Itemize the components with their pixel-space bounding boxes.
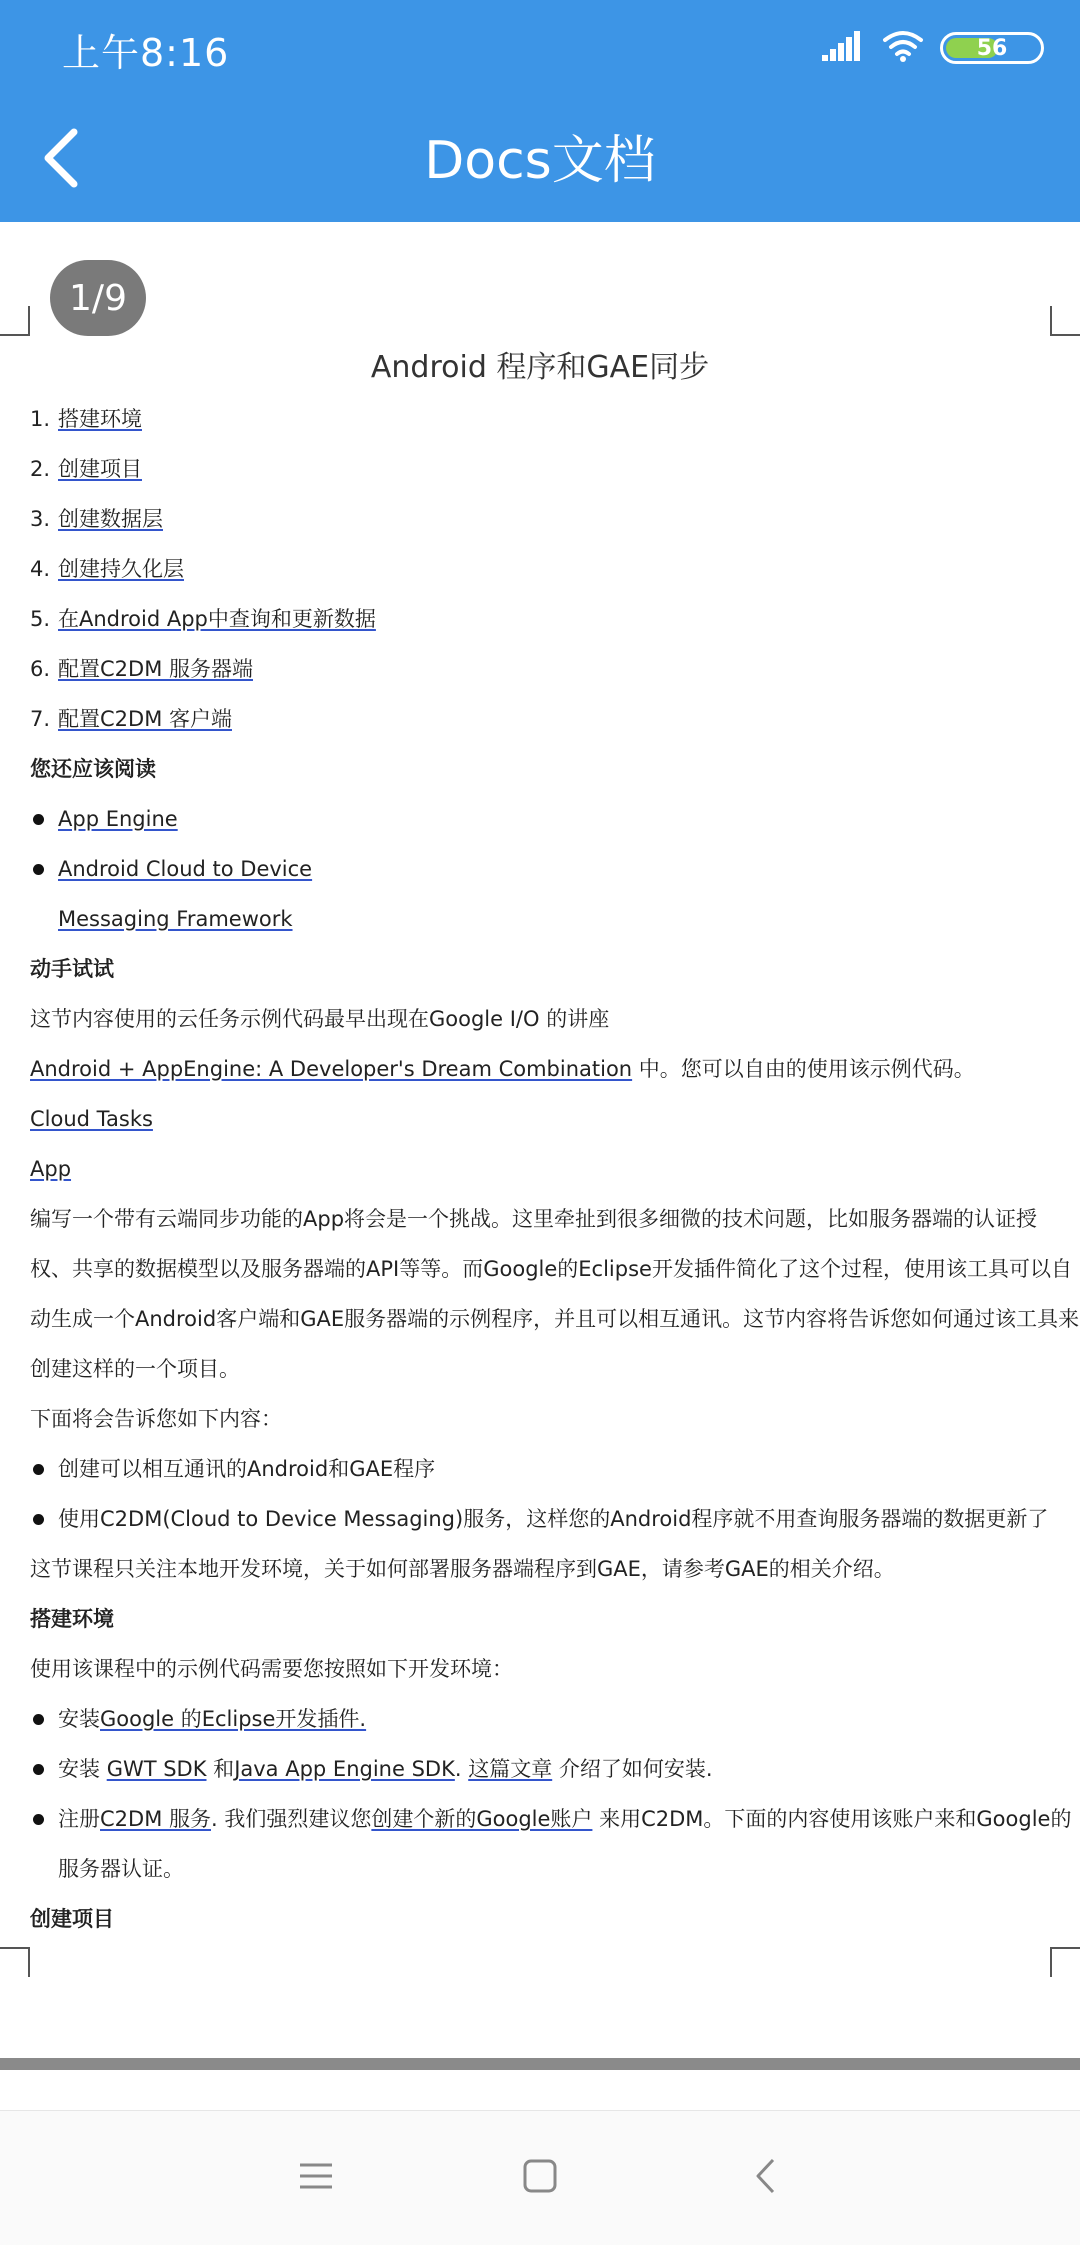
toc-number: 5.	[30, 607, 51, 631]
gwt-sdk-link[interactable]: GWT SDK	[106, 1757, 207, 1781]
page-indicator: 1/9	[50, 260, 146, 336]
back-triangle-icon	[753, 2157, 779, 2195]
page-separator	[0, 2058, 1080, 2070]
crop-mark-top-left	[0, 306, 30, 336]
paragraph-line: 编写一个带有云端同步功能的App将会是一个挑战。这里牵扯到很多细微的技术问题，比如服务器端的认证授	[30, 1207, 1038, 1231]
paragraph-line: 创建这样的一个项目。	[30, 1357, 240, 1381]
toc-number: 6.	[30, 657, 51, 681]
list-item-continuation	[30, 894, 1050, 944]
paragraph-line: 动生成一个Android客户端和GAE服务器端的示例程序，并且可以相互通讯。这节内容将告诉您如何通过该工具来	[30, 1307, 1080, 1331]
toc-item	[30, 694, 1050, 744]
intro-next: 下面将会告诉您如下内容：	[30, 1407, 282, 1431]
toc-link-persistence[interactable]: 创建持久化层	[58, 557, 184, 581]
app-title: Docs文档	[424, 131, 656, 191]
app-header	[0, 0, 1080, 222]
toc-link-c2dm-client[interactable]: 配置C2DM 客户端	[58, 707, 232, 731]
c2dm-service-link[interactable]: C2DM 服务	[100, 1807, 211, 1831]
google-account-link[interactable]: 创建个新的Google账户	[371, 1807, 593, 1831]
status-time: 上午8:16	[62, 31, 230, 75]
text: 安装	[58, 1707, 100, 1731]
list-item	[30, 844, 1050, 894]
list-item	[30, 1494, 1050, 1544]
menu-icon	[298, 2161, 334, 2191]
list-item	[30, 1444, 1050, 1494]
create-project-heading: 创建项目	[30, 1907, 114, 1931]
document-title: Android 程序和GAE同步	[370, 350, 710, 385]
toc-link-query-update[interactable]: 在Android App中查询和更新数据	[58, 607, 376, 631]
bullet-text: 创建可以相互通讯的Android和GAE程序	[58, 1457, 436, 1481]
list-item	[30, 794, 1050, 844]
toc-number: 3.	[30, 507, 51, 531]
cloud-tasks-link[interactable]: Cloud Tasks	[30, 1107, 153, 1131]
setup-heading: 搭建环境	[30, 1607, 114, 1631]
home-square-icon	[523, 2159, 557, 2193]
paragraph-line: 权、共享的数据模型以及服务器端的API等等。而Google的Eclipse开发插件简化了这个过程，使用该工具可以自	[30, 1257, 1072, 1281]
toc-number: 7.	[30, 707, 51, 731]
bullet-text: 使用C2DM(Cloud to Device Messaging)服务，这样您的Android程序就不用查询服务器端的数据更新了	[58, 1507, 1049, 1531]
battery-percent: 56	[976, 35, 1008, 61]
app-engine-link[interactable]: App Engine	[58, 807, 178, 831]
text: 介绍了如何安装.	[552, 1757, 713, 1781]
also-read-heading: 您还应该阅读	[30, 757, 156, 781]
toc-item	[30, 444, 1050, 494]
nav-menu-button[interactable]	[276, 2141, 356, 2211]
toc-item	[30, 394, 1050, 444]
try-text-link-line	[30, 1044, 1050, 1094]
crop-mark-bottom-right	[1050, 1947, 1080, 1977]
cloud-tasks-line	[30, 1094, 1050, 1144]
document-page[interactable]	[0, 222, 1080, 2058]
list-item	[30, 1694, 1050, 1744]
text: .	[454, 1757, 469, 1781]
toc-link-setup[interactable]: 搭建环境	[58, 407, 142, 431]
system-nav-bar	[0, 2110, 1080, 2245]
text: 和	[206, 1757, 235, 1781]
toc-link-data-layer[interactable]: 创建数据层	[58, 507, 163, 531]
signal-icon	[822, 29, 866, 67]
crop-mark-bottom-left	[0, 1947, 30, 1977]
article-link[interactable]: 这篇文章	[468, 1757, 553, 1781]
try-text-suffix: 中。您可以自由的使用该示例代码。	[632, 1057, 975, 1081]
eclipse-plugin-link[interactable]: Google 的Eclipse开发插件.	[100, 1707, 367, 1731]
dream-combination-link[interactable]: Android + AppEngine: A Developer's Dream Combination	[30, 1057, 633, 1081]
toc-item	[30, 494, 1050, 544]
toc-item	[30, 594, 1050, 644]
app-engine-sdk-link[interactable]: Java App Engine SDK	[234, 1757, 455, 1781]
app-link[interactable]: App	[30, 1157, 72, 1181]
c2dm-framework-link-cont[interactable]: Messaging Framework	[58, 907, 293, 931]
toc-link-c2dm-server[interactable]: 配置C2DM 服务器端	[58, 657, 253, 681]
toc-number: 1.	[30, 407, 51, 431]
toc-number: 2.	[30, 457, 51, 481]
toc-link-create-project[interactable]: 创建项目	[58, 457, 142, 481]
setup-intro: 使用该课程中的示例代码需要您按照如下开发环境：	[30, 1657, 513, 1681]
toc-item	[30, 644, 1050, 694]
app-line	[30, 1144, 1050, 1194]
list-item-continuation: 服务器认证。	[58, 1857, 184, 1881]
crop-mark-top-right	[1050, 306, 1080, 336]
nav-back-button[interactable]	[726, 2141, 806, 2211]
nav-home-button[interactable]	[500, 2141, 580, 2211]
status-icons	[822, 28, 1044, 68]
toc-item	[30, 544, 1050, 594]
local-note: 这节课程只关注本地开发环境，关于如何部署服务器端程序到GAE，请参考GAE的相关介绍。	[30, 1557, 895, 1581]
toc-number: 4.	[30, 557, 51, 581]
list-item	[30, 1744, 1050, 1794]
list-item	[30, 1794, 1072, 1844]
battery-icon	[940, 32, 1044, 64]
try-heading: 动手试试	[30, 957, 114, 981]
wifi-icon	[882, 29, 924, 67]
try-text: 这节内容使用的云任务示例代码最早出现在Google I/O 的讲座	[30, 1007, 610, 1031]
text: 安装	[58, 1757, 107, 1781]
c2dm-framework-link[interactable]: Android Cloud to Device	[58, 857, 313, 881]
text: . 我们强烈建议您	[211, 1807, 372, 1831]
text: 来用C2DM。下面的内容使用该账户来和Google的	[592, 1807, 1072, 1831]
text: 注册	[58, 1807, 100, 1831]
document-content	[30, 394, 1080, 1944]
